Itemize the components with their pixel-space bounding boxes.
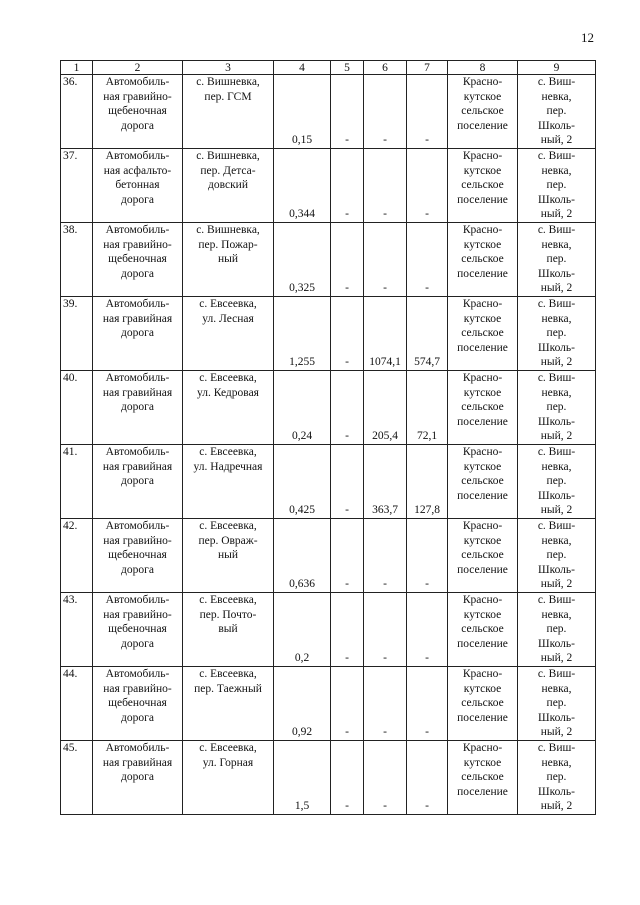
column-5-value: -	[331, 223, 364, 297]
owner: Красно- кутское сельское поселение	[448, 149, 518, 223]
column-6-value: -	[364, 149, 407, 223]
table-row	[61, 519, 596, 593]
column-5-value: -	[331, 149, 364, 223]
road-length: 0,2	[274, 593, 331, 667]
column-7-value: -	[407, 667, 448, 741]
row-number: 44.	[61, 667, 93, 741]
column-5-value: -	[331, 741, 364, 815]
table-body	[61, 75, 596, 815]
owner-address: с. Виш- невка, пер. Школь- ный, 2	[518, 371, 596, 445]
column-6-value: 1074,1	[364, 297, 407, 371]
road-length: 0,24	[274, 371, 331, 445]
table-row	[61, 75, 596, 149]
column-7-value: 72,1	[407, 371, 448, 445]
column-header: 8	[448, 61, 518, 75]
table-row	[61, 741, 596, 815]
road-length: 0,636	[274, 519, 331, 593]
table-row	[61, 297, 596, 371]
road-location: с. Евсеевка, ул. Горная	[183, 741, 274, 815]
row-number: 39.	[61, 297, 93, 371]
owner: Красно- кутское сельское поселение	[448, 223, 518, 297]
road-length: 1,5	[274, 741, 331, 815]
owner-address: с. Виш- невка, пер. Школь- ный, 2	[518, 445, 596, 519]
column-header: 4	[274, 61, 331, 75]
road-location: с. Евсеевка, ул. Лесная	[183, 297, 274, 371]
column-5-value: -	[331, 445, 364, 519]
road-name: Автомобиль- ная гравийно- щебеночная дорога	[93, 667, 183, 741]
road-name: Автомобиль- ная гравийно- щебеночная дорога	[93, 519, 183, 593]
road-name: Автомобиль- ная гравийная дорога	[93, 741, 183, 815]
row-number: 42.	[61, 519, 93, 593]
road-location: с. Евсеевка, пер. Овраж- ный	[183, 519, 274, 593]
road-length: 0,344	[274, 149, 331, 223]
row-number: 43.	[61, 593, 93, 667]
road-name: Автомобиль- ная гравийно- щебеночная дорога	[93, 593, 183, 667]
roads-table	[60, 60, 596, 815]
owner-address: с. Виш- невка, пер. Школь- ный, 2	[518, 519, 596, 593]
road-length: 0,92	[274, 667, 331, 741]
column-6-value: 205,4	[364, 371, 407, 445]
column-6-value: -	[364, 75, 407, 149]
column-6-value: -	[364, 741, 407, 815]
column-6-value: -	[364, 519, 407, 593]
column-5-value: -	[331, 297, 364, 371]
owner: Красно- кутское сельское поселение	[448, 593, 518, 667]
column-6-value: -	[364, 593, 407, 667]
road-location: с. Евсеевка, ул. Кедровая	[183, 371, 274, 445]
road-name: Автомобиль- ная гравийная дорога	[93, 371, 183, 445]
table-row	[61, 445, 596, 519]
row-number: 45.	[61, 741, 93, 815]
owner: Красно- кутское сельское поселение	[448, 519, 518, 593]
column-5-value: -	[331, 593, 364, 667]
owner-address: с. Виш- невка, пер. Школь- ный, 2	[518, 75, 596, 149]
road-name: Автомобиль- ная гравийная дорога	[93, 445, 183, 519]
column-header: 3	[183, 61, 274, 75]
road-location: с. Евсеевка, пер. Почто- вый	[183, 593, 274, 667]
column-7-value: -	[407, 519, 448, 593]
column-header: 1	[61, 61, 93, 75]
owner: Красно- кутское сельское поселение	[448, 75, 518, 149]
header-row	[61, 61, 596, 75]
column-5-value: -	[331, 371, 364, 445]
column-7-value: 574,7	[407, 297, 448, 371]
owner-address: с. Виш- невка, пер. Школь- ный, 2	[518, 593, 596, 667]
road-name: Автомобиль- ная гравийно- щебеночная дорога	[93, 223, 183, 297]
column-5-value: -	[331, 75, 364, 149]
road-location: с. Вишневка, пер. Пожар- ный	[183, 223, 274, 297]
owner-address: с. Виш- невка, пер. Школь- ный, 2	[518, 297, 596, 371]
road-length: 0,15	[274, 75, 331, 149]
owner: Красно- кутское сельское поселение	[448, 741, 518, 815]
row-number: 41.	[61, 445, 93, 519]
owner-address: с. Виш- невка, пер. Школь- ный, 2	[518, 149, 596, 223]
row-number: 40.	[61, 371, 93, 445]
road-length: 1,255	[274, 297, 331, 371]
column-header: 2	[93, 61, 183, 75]
column-6-value: 363,7	[364, 445, 407, 519]
owner-address: с. Виш- невка, пер. Школь- ный, 2	[518, 223, 596, 297]
column-header: 5	[331, 61, 364, 75]
owner-address: с. Виш- невка, пер. Школь- ный, 2	[518, 741, 596, 815]
owner: Красно- кутское сельское поселение	[448, 371, 518, 445]
page-number: 12	[581, 30, 594, 45]
table-row	[61, 371, 596, 445]
column-7-value: -	[407, 149, 448, 223]
row-number: 36.	[61, 75, 93, 149]
column-header: 7	[407, 61, 448, 75]
owner: Красно- кутское сельское поселение	[448, 667, 518, 741]
column-5-value: -	[331, 519, 364, 593]
road-location: с. Вишневка, пер. Детса- довский	[183, 149, 274, 223]
table-row	[61, 149, 596, 223]
road-location: с. Вишневка, пер. ГСМ	[183, 75, 274, 149]
column-6-value: -	[364, 667, 407, 741]
table-row	[61, 223, 596, 297]
road-location: с. Евсеевка, пер. Таежный	[183, 667, 274, 741]
road-name: Автомобиль- ная гравийная дорога	[93, 297, 183, 371]
road-name: Автомобиль- ная гравийно- щебеночная дорога	[93, 75, 183, 149]
road-location: с. Евсеевка, ул. Надречная	[183, 445, 274, 519]
column-7-value: 127,8	[407, 445, 448, 519]
table-row	[61, 667, 596, 741]
column-header: 9	[518, 61, 596, 75]
column-7-value: -	[407, 593, 448, 667]
row-number: 38.	[61, 223, 93, 297]
table-row	[61, 593, 596, 667]
column-6-value: -	[364, 223, 407, 297]
row-number: 37.	[61, 149, 93, 223]
road-length: 0,425	[274, 445, 331, 519]
column-5-value: -	[331, 667, 364, 741]
road-length: 0,325	[274, 223, 331, 297]
road-name: Автомобиль- ная асфальто- бетонная дорога	[93, 149, 183, 223]
column-header: 6	[364, 61, 407, 75]
owner: Красно- кутское сельское поселение	[448, 297, 518, 371]
column-7-value: -	[407, 741, 448, 815]
column-7-value: -	[407, 75, 448, 149]
owner: Красно- кутское сельское поселение	[448, 445, 518, 519]
owner-address: с. Виш- невка, пер. Школь- ный, 2	[518, 667, 596, 741]
column-7-value: -	[407, 223, 448, 297]
